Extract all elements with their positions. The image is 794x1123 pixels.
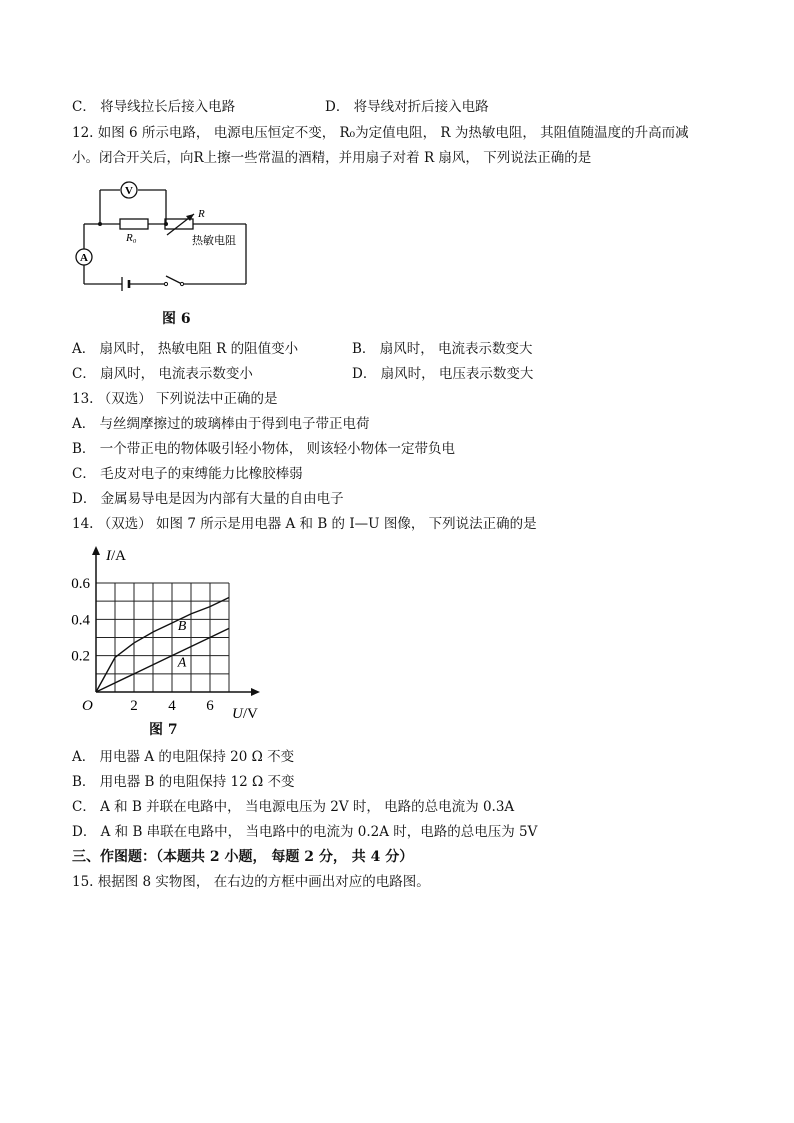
x-tick-label: 4 xyxy=(168,698,176,714)
y-axis-label: I/A xyxy=(106,548,126,564)
q14-option-a: A． 用电器 A 的电阻保持 20 Ω 不变 xyxy=(72,749,295,765)
x-tick-label: 2 xyxy=(130,698,138,714)
y-tick-label: 0.2 xyxy=(71,648,90,665)
thermistor-label: 热敏电阻 xyxy=(192,234,236,247)
q12-option-a: A． 扇风时， 热敏电阻 R 的阻值变小 xyxy=(72,341,299,357)
series-line-b xyxy=(96,598,229,692)
q12-option-b: B． 扇风时， 电流表示数变大 xyxy=(352,341,533,357)
x-axis-label: U/V xyxy=(232,706,258,722)
q12-stem-line-1: 12. 如图 6 所示电路， 电源电压恒定不变， R₀为定值电阻， R 为热敏电阻， 其阻值随温度的升高而减 xyxy=(72,125,689,141)
q12-option-d: D． 扇风时， 电压表示数变大 xyxy=(352,366,534,382)
y-tick-label: 0.4 xyxy=(71,612,90,629)
q13-stem: 13. （双选） 下列说法中正确的是 xyxy=(72,391,278,407)
q15-stem: 15. 根据图 8 实物图， 在右边的方框中画出对应的电路图。 xyxy=(72,874,430,890)
r-label: R xyxy=(198,208,205,220)
q14-option-d: D． A 和 B 串联在电路中， 当电路中的电流为 0.2A 时，电路的总电压为 5V xyxy=(72,824,538,840)
voltmeter-label: V xyxy=(125,185,133,197)
figure-6-caption: 图 6 xyxy=(162,311,191,327)
x-axis-arrow-icon xyxy=(251,688,260,696)
q14-stem: 14. （双选） 如图 7 所示是用电器 A 和 B 的 I—U 图像， 下列说法正确的是 xyxy=(72,516,537,532)
q13-option-d: D． 金属易导电是因为内部有大量的自由电子 xyxy=(72,491,344,507)
q13-option-b: B． 一个带正电的物体吸引轻小物体， 则该轻小物体一定带负电 xyxy=(72,441,456,457)
series-label-b: B xyxy=(177,619,187,635)
ammeter-label: A xyxy=(80,252,88,264)
iu-graph-fig7 xyxy=(68,540,278,725)
q12-option-c: C． 扇风时， 电流表示数变小 xyxy=(72,366,253,382)
y-axis-arrow-icon xyxy=(92,546,100,555)
y-tick-label: 0.6 xyxy=(71,575,90,592)
q13-option-a: A． 与丝绸摩擦过的玻璃棒由于得到电子带正电荷 xyxy=(72,416,370,432)
circuit-diagram-fig6 xyxy=(70,178,270,298)
q14-option-b: B． 用电器 B 的电阻保持 12 Ω 不变 xyxy=(72,774,295,790)
origin-label: O xyxy=(82,698,93,714)
r0-label: R₀ xyxy=(126,232,137,244)
section-3-title: 三、作图题：（本题共 2 小题， 每题 2 分， 共 4 分） xyxy=(72,849,414,865)
q11-option-c: C． 将导线拉长后接入电路 xyxy=(72,99,236,115)
q12-stem-line-2: 小。闭合开关后，向R上擦一些常温的酒精，并用扇子对着 R 扇风， 下列说法正确的是 xyxy=(72,150,592,166)
q14-option-c: C． A 和 B 并联在电路中， 当电源电压为 2V 时， 电路的总电流为 0.3A xyxy=(72,799,515,815)
figure-7-caption: 图 7 xyxy=(149,722,178,738)
q11-option-d: D． 将导线对折后接入电路 xyxy=(325,99,489,115)
q13-option-c: C． 毛皮对电子的束缚能力比橡胶棒弱 xyxy=(72,466,303,482)
series-label-a: A xyxy=(177,655,187,671)
x-tick-label: 6 xyxy=(206,698,214,714)
